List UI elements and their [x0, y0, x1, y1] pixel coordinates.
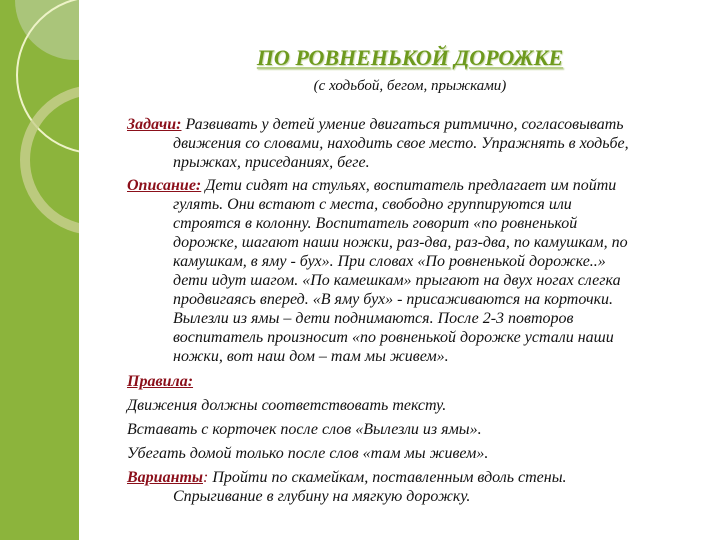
variants-line: Пройти по скамейкам, поставленным вдоль стены. — [208, 469, 567, 486]
variants-line: Спрыгивание в глубину на мягкую дорожку. — [173, 488, 471, 505]
description-line: воспитатель произносит «по ровненькой дорожке устали наши — [173, 329, 614, 346]
rule-item: Вставать с корточек после слов «Вылезли из ямы». — [127, 421, 482, 438]
variants-section — [127, 468, 707, 506]
description-line: гулять. Они встают с места, свободно группируются или — [173, 196, 572, 213]
description-line: Вылезли из ямы – дети поднимаются. После 2-3 повторов — [173, 310, 574, 327]
rule-item: Движения должны соответствовать тексту. — [127, 397, 447, 414]
tasks-label: Задачи: — [127, 116, 182, 133]
description-section — [127, 176, 707, 366]
description-line: дорожке, шагают наши ножки, раз-два, раз-два, по камушкам, по — [173, 234, 628, 251]
description-line: камушкам, в яму - бух». При словах «По ровненькой дорожке..» — [173, 253, 606, 270]
description-label: Описание: — [127, 177, 202, 194]
description-line: Дети сидят на стульях, воспитатель предлагает им пойти — [201, 177, 617, 194]
variants-label: Варианты — [127, 469, 203, 486]
description-line: ножки, вот наш дом – там мы живем». — [173, 348, 449, 365]
variants-colon: : — [203, 469, 209, 486]
description-line: строятся в колонну. Воспитатель говорит «по ровненькой — [173, 215, 578, 232]
tasks-line: движения со словами, находить свое место. Упражнять в ходьбе, — [173, 135, 629, 152]
description-line: дети идут шагом. «По камешкам» прыгают на двух ногах слегка — [173, 272, 621, 289]
tasks-section — [127, 115, 707, 172]
tasks-line: Развивать у детей умение двигаться ритмично, согласовывать — [181, 116, 624, 133]
slide-subtitle: (с ходьбой, бегом, прыжками) — [313, 78, 507, 94]
description-line: продвигаясь вперед. «В яму бух» - присаживаются на корточки. — [173, 291, 614, 308]
slide-body — [127, 115, 707, 506]
rules-label: Правила: — [127, 373, 194, 390]
tasks-line: прыжках, приседаниях, беге. — [173, 154, 370, 171]
rules-section — [127, 370, 707, 466]
slide-title: ПО РОВНЕНЬКОЙ ДОРОЖКЕ — [256, 45, 564, 70]
rule-item: Убегать домой только после слов «там мы живем». — [127, 445, 489, 462]
